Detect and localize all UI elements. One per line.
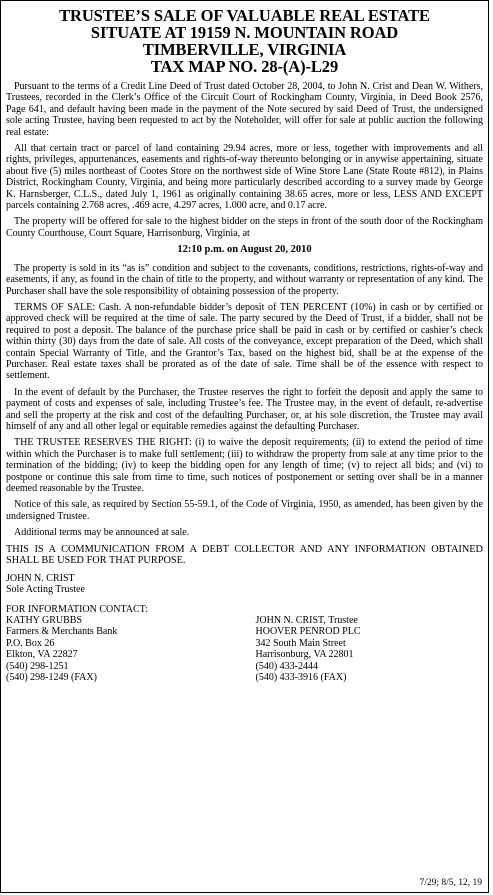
signature-role: Sole Acting Trustee [6, 584, 85, 596]
contact-section [6, 604, 483, 684]
contact-left-fax: (540) 298-1249 (FAX) [6, 672, 97, 684]
contact-left-city: Elkton, VA 22827 [6, 649, 78, 661]
contact-left-name: KATHY GRUBBS [6, 615, 83, 627]
title-line-3: TIMBERVILLE, VIRGINIA [142, 40, 347, 59]
paragraph-default: In the event of default by the Purchaser, the Trustee reserves the right to forfeit the deposit and apply the same to payment of costs and expenses of sale, including Trustee’s fee. The Trustee may, in the event of default, re-advertise and sell the property at the risk and cost of the defaulting Purchaser, or, at his sole discretion, the Trustee may avail himself of any and all other legal or equitable remedies against the defaulting Purchaser. [6, 386, 483, 432]
contact-right-org: HOOVER PENROD PLC [255, 626, 361, 638]
run-dates: 7/29; 8/5, 12, 19 [419, 878, 482, 888]
title-line-4: TAX MAP NO. 28-(A)-L29 [150, 57, 339, 76]
paragraph-terms-of-sale: TERMS OF SALE: Cash. A non-refundable bidder’s deposit of TEN PERCENT (10%) in cash or by certified or approved check will be required at the time of sale. The party secured by the Deed of Trust, if a bidder, shall not be required to post a deposit. The balance of the purchase price shall be paid in cash or by certified or cashier’s check within thirty (30) days from the date of sale. All costs of the conveyance, except preparation of the Deed, which shall contain Special Warranty of Title, and the Grantor’s Tax, based on the highest bid, shall be at the expense of the Purchaser. Real estate taxes shall be prorated as of the date of sale. Time shall be of the essence with respect to settlement. [6, 301, 483, 382]
paragraph-pursuant: Pursuant to the terms of a Credit Line Deed of Trust dated October 28, 2004, to John N. Crist and Dean W. Withers, Trustees, recorded in the Clerk’s Office of the Circuit Court of Rockingham County, Virginia, in Deed Book 2576, Page 641, and default having been made in the payment of the Note secured by said Deed of Trust, the undersigned sole acting Trustee, having been requested to act by the Noteholder, will offer for sale at public auction the following real estate: [6, 81, 483, 138]
contact-right-city: Harrisonburg, VA 22801 [255, 649, 354, 661]
title-line-2: SITUATE AT 19159 N. MOUNTAIN ROAD [90, 23, 399, 42]
contact-right-spacer [256, 604, 484, 615]
sale-time: 12:10 p.m. on August 20, 2010 [177, 244, 312, 256]
paragraph-additional-terms: Additional terms may be announced at sale. [14, 527, 190, 539]
contact-right [234, 604, 484, 684]
contact-left-phone: (540) 298-1251 [6, 660, 69, 672]
paragraph-sale-location: The property will be offered for sale to the highest bidder on the steps in front of the south door of the Rockingham County Courthouse, Court Square, Harrisonburg, Virginia, at [6, 216, 483, 239]
paragraph-notice-code: Notice of this sale, as required by Section 55-59.1, of the Code of Virginia, 1950, as amended, has been given by the undersigned Trustee. [6, 499, 483, 522]
notice-body [6, 81, 483, 683]
contact-left [6, 604, 234, 684]
title-line-1: TRUSTEE’S SALE OF VALUABLE REAL ESTATE [59, 6, 430, 25]
signature-name: JOHN N. CRIST [6, 572, 75, 584]
paragraph-property-description: All that certain tract or parcel of land containing 29.94 acres, more or less, together with improvements and all rights, privileges, appurtenances, easements and rights-of-way thereunto belonging or in anywise appertaining, situate about five (5) miles northeast of Cootes Store on the northwest side of Wine Store Lane (State Route #812), in Plains District, Rockingham County, Virginia, and being more particularly described according to a survey made by George K. Harnsberger, C.L.S., dated July 1, 1961 as originally containing 38.65 acres, more or less, LESS AND EXCEPT parcels containing 2.768 acres, .469 acre, 4.297 acres, 1.000 acre, and 0.17 acre. [6, 143, 483, 212]
paragraph-as-is: The property is sold in its “as is” condition and subject to the covenants, conditions, restrictions, rights-of-way and easements, if any, as found in the chain of title to the property, and without warranty or representation of any kind. The Purchaser shall have the sole responsibility of obtaining possession of the property. [6, 262, 483, 297]
contact-heading: FOR INFORMATION CONTACT: [6, 603, 149, 615]
paragraph-debt-collector: THIS IS A COMMUNICATION FROM A DEBT COLLECTOR AND ANY INFORMATION OBTAINED SHALL BE USED FOR THAT PURPOSE. [6, 543, 483, 567]
contact-left-org: Farmers & Merchants Bank [6, 626, 118, 638]
paragraph-reserves-right: THE TRUSTEE RESERVES THE RIGHT: (i) to waive the deposit requirements; (ii) to extend the period of time within which the Purchaser is to make full settlement; (iii) to withdraw the property from sale at any time prior to the termination of the bidding; (iv) to keep the bidding open for any length of time; (v) to reject all bids; and (vi) to postpone or continue this sale from time to time, such notices of postponement or setting over shall be in a manner deemed reasonable by the Trustee. [6, 437, 483, 494]
contact-right-fax: (540) 433-3916 (FAX) [255, 672, 347, 684]
notice-title [5, 7, 484, 75]
contact-right-name: JOHN N. CRIST, Trustee [255, 615, 358, 627]
contact-right-phone: (540) 433-2444 [255, 660, 318, 672]
contact-right-street: 342 South Main Street [255, 637, 346, 649]
contact-left-box: P.O. Box 26 [6, 637, 55, 649]
signature-block [6, 573, 483, 596]
